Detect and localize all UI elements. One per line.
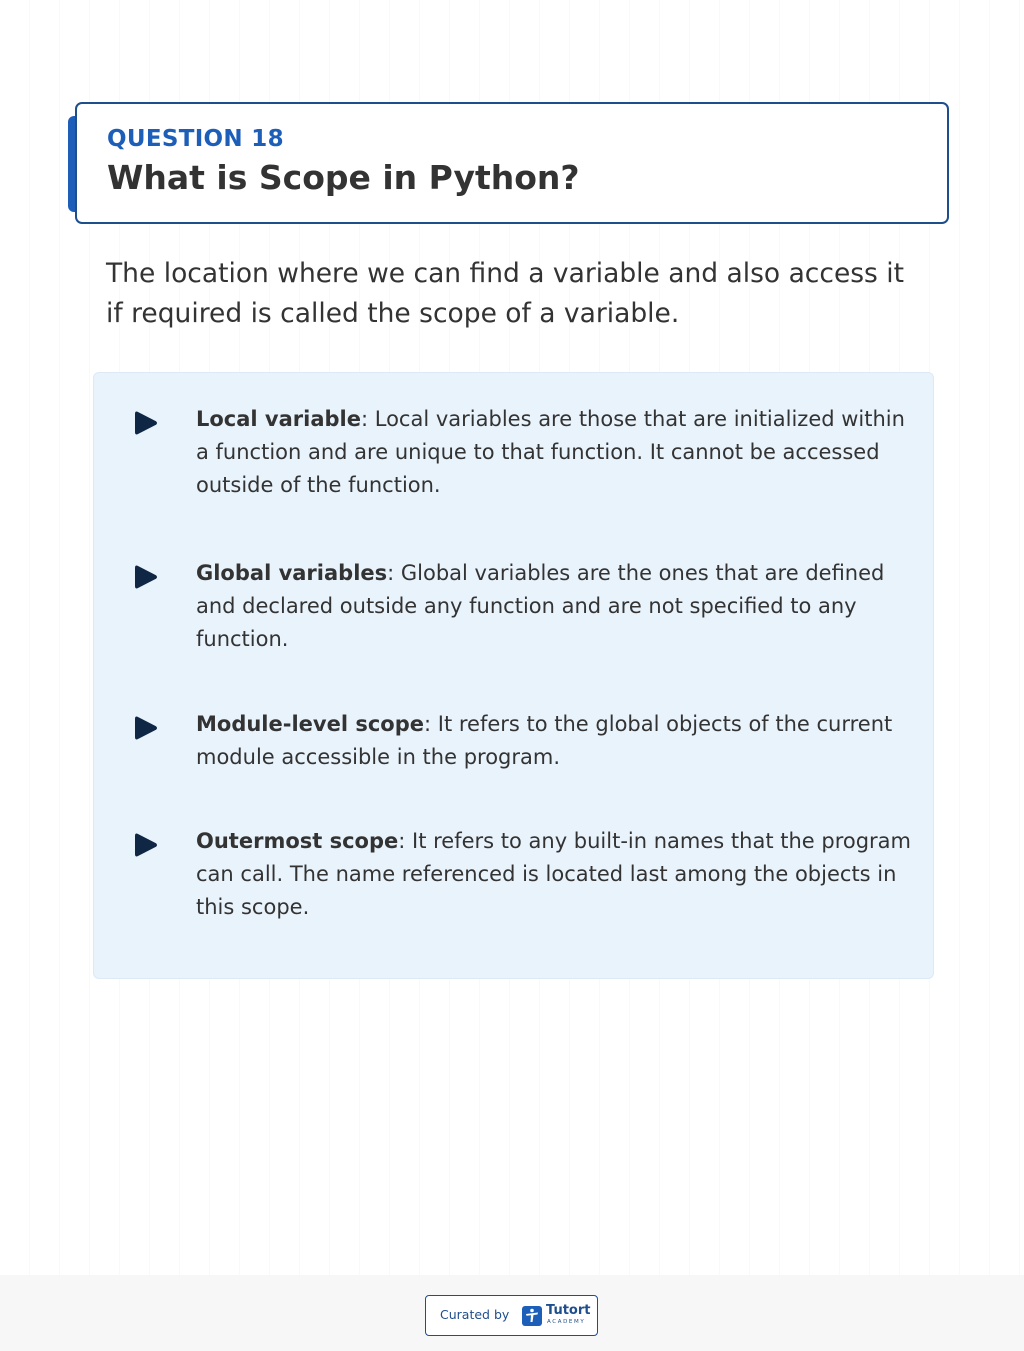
curated-by-label: Curated by — [440, 1307, 510, 1322]
brand-name: Tutort — [546, 1303, 591, 1318]
bullet-term: Module-level scope — [196, 712, 424, 736]
play-triangle-icon — [132, 409, 160, 437]
question-label: QUESTION 18 — [107, 126, 284, 152]
bullet-description: : It refers to the global objects of the current module accessible in the program. — [196, 712, 893, 769]
play-triangle-icon — [132, 563, 160, 591]
list-item-text — [196, 403, 916, 502]
curated-by-badge — [425, 1295, 598, 1336]
bullet-description: : Local variables are those that are initialized within a function and are unique to that function. It cannot be accessed outside of the function. — [196, 407, 905, 497]
tutort-logo-icon — [522, 1306, 542, 1326]
play-triangle-icon — [132, 831, 160, 859]
question-card — [75, 102, 949, 224]
bullet-description: : It refers to any built-in names that the program can call. The name referenced is located last among the objects in this scope. — [196, 829, 912, 919]
play-triangle-icon — [132, 714, 160, 742]
bullet-description: : Global variables are the ones that are defined and declared outside any function and are not specified to any function. — [196, 561, 885, 651]
bullet-term: Outermost scope — [196, 829, 399, 853]
list-item-text — [196, 708, 916, 774]
bullet-term: Global variables — [196, 561, 388, 585]
bullet-term: Local variable — [196, 407, 361, 431]
brand-subtitle: ACADEMY — [547, 1319, 586, 1325]
list-item-text — [196, 825, 916, 924]
scope-types-panel — [93, 372, 934, 979]
question-title: What is Scope in Python? — [107, 158, 580, 197]
intro-paragraph: The location where we can find a variable and also access it if required is called the scope of a variable. — [106, 258, 905, 329]
list-item-text — [196, 557, 916, 656]
